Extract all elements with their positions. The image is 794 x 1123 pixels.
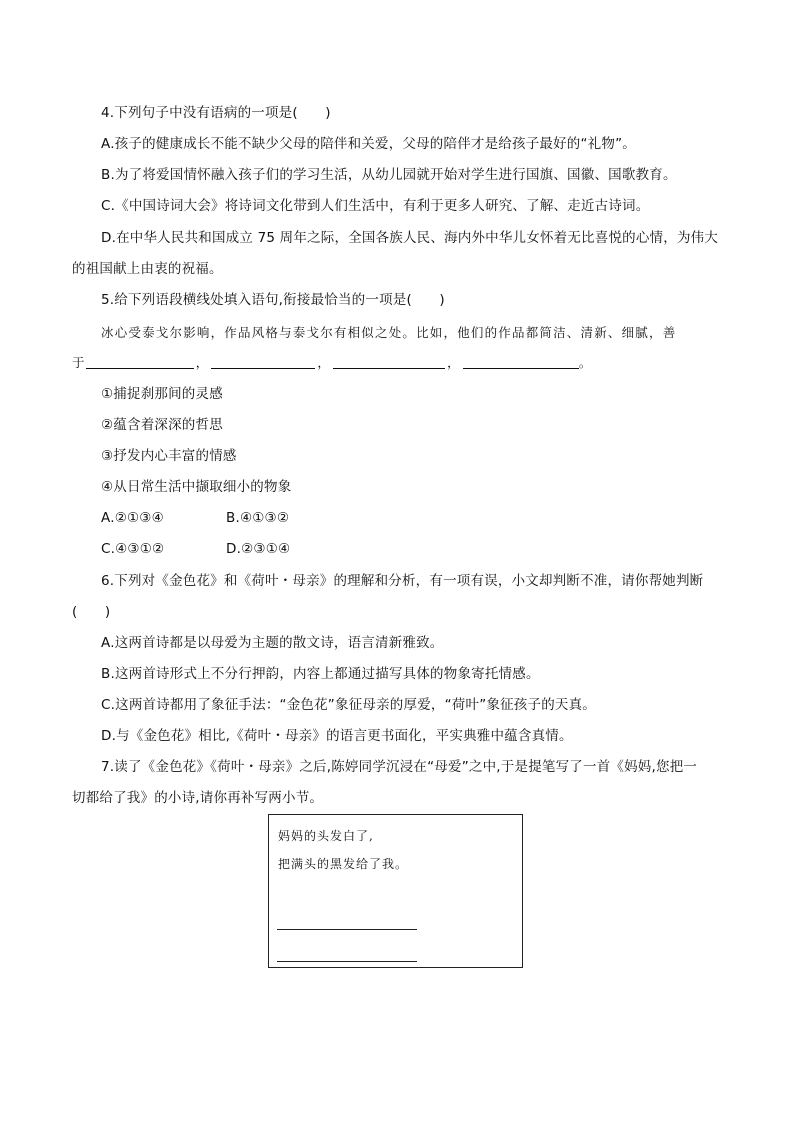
q5-choice-d: D.②③①④ xyxy=(226,541,291,557)
q6-option-c: C.这两首诗都用了象征手法：“金色花”象征母亲的厚爱，“荷叶”象征孩子的天真。 xyxy=(101,697,596,713)
poem-line-2: 把满头的黑发给了我。 xyxy=(278,857,409,871)
poem-answer-blank-2[interactable] xyxy=(277,961,417,962)
q4-option-b: B.为了将爱国情怀融入孩子们的学习生活，从幼儿园就开始对学生进行国旗、国徽、国歌教育。 xyxy=(101,167,677,183)
q4-option-c: C.《中国诗词大会》将诗词文化带到人们生活中，有利于更多人研究、了解、走近古诗词。 xyxy=(101,198,650,214)
q5-item-1: ①捕捉刹那间的灵感 xyxy=(101,386,223,402)
q6-stem-line1: 6.下列对《金色花》和《荷叶・母亲》的理解和分析，有一项有误，小文却判断不准，请你帮她判断 xyxy=(101,573,704,589)
q4-option-d-line1: D.在中华人民共和国成立 75 周年之际，全国各族人民、海内外中华儿女怀着无比喜悦的心情，为伟大 xyxy=(101,230,719,246)
q5-item-2: ②蕴含着深深的哲思 xyxy=(101,417,223,433)
q5-choice-c: C.④③①② xyxy=(101,541,165,557)
q7-stem-line1: 7.读了《金色花》《荷叶・母亲》之后,陈婷同学沉浸在“母爱”之中,于是提笔写了一首《妈妈,您把一 xyxy=(101,759,698,775)
comma: ， xyxy=(317,355,332,370)
q5-blank-4 xyxy=(463,354,579,369)
q6-option-b: B.这两首诗形式上不分行押韵，内容上都通过描写具体的物象寄托情感。 xyxy=(101,666,540,682)
q5-blank-1 xyxy=(86,354,194,369)
q7-stem-line2: 切都给了我》的小诗,请你再补写两小节。 xyxy=(72,790,324,806)
q6-option-a: A.这两首诗都是以母爱为主题的散文诗，语言清新雅致。 xyxy=(101,635,444,651)
q4-option-d-line2: 的祖国献上由衷的祝福。 xyxy=(72,261,223,277)
q5-blank-3 xyxy=(333,354,445,369)
q5-choice-b: B.④①③② xyxy=(226,510,290,526)
q5-choice-a: A.②①③④ xyxy=(101,510,164,526)
poem-answer-blank-1[interactable] xyxy=(277,929,417,930)
period: 。 xyxy=(578,355,593,370)
q5-blank-2 xyxy=(211,354,315,369)
poem-line-1: 妈妈的头发白了, xyxy=(278,829,374,843)
q5-stem: 5.给下列语段横线处填入语句,衔接最恰当的一项是( ) xyxy=(101,292,445,308)
comma: ， xyxy=(195,355,210,370)
q6-option-d: D.与《金色花》相比,《荷叶・母亲》的语言更书面化，平实典雅中蕴含真情。 xyxy=(101,728,573,744)
q5-passage-line2 xyxy=(72,354,593,372)
q6-stem-line2: ( ) xyxy=(72,604,111,620)
q5-passage-prefix: 于 xyxy=(72,355,86,370)
q5-item-4: ④从日常生活中撷取细小的物象 xyxy=(101,479,292,495)
poem-box xyxy=(268,814,523,968)
q5-item-3: ③抒发内心丰富的情感 xyxy=(101,448,237,464)
q4-stem: 4.下列句子中没有语病的一项是( ) xyxy=(101,105,331,121)
q5-passage-line1: 冰心受泰戈尔影响，作品风格与泰戈尔有相似之处。比如，他们的作品都简洁、清新、细腻，善 xyxy=(101,325,677,340)
comma: ， xyxy=(447,355,461,370)
q4-option-a: A.孩子的健康成长不能不缺少父母的陪伴和关爱，父母的陪伴才是给孩子最好的“礼物”。 xyxy=(101,136,636,152)
